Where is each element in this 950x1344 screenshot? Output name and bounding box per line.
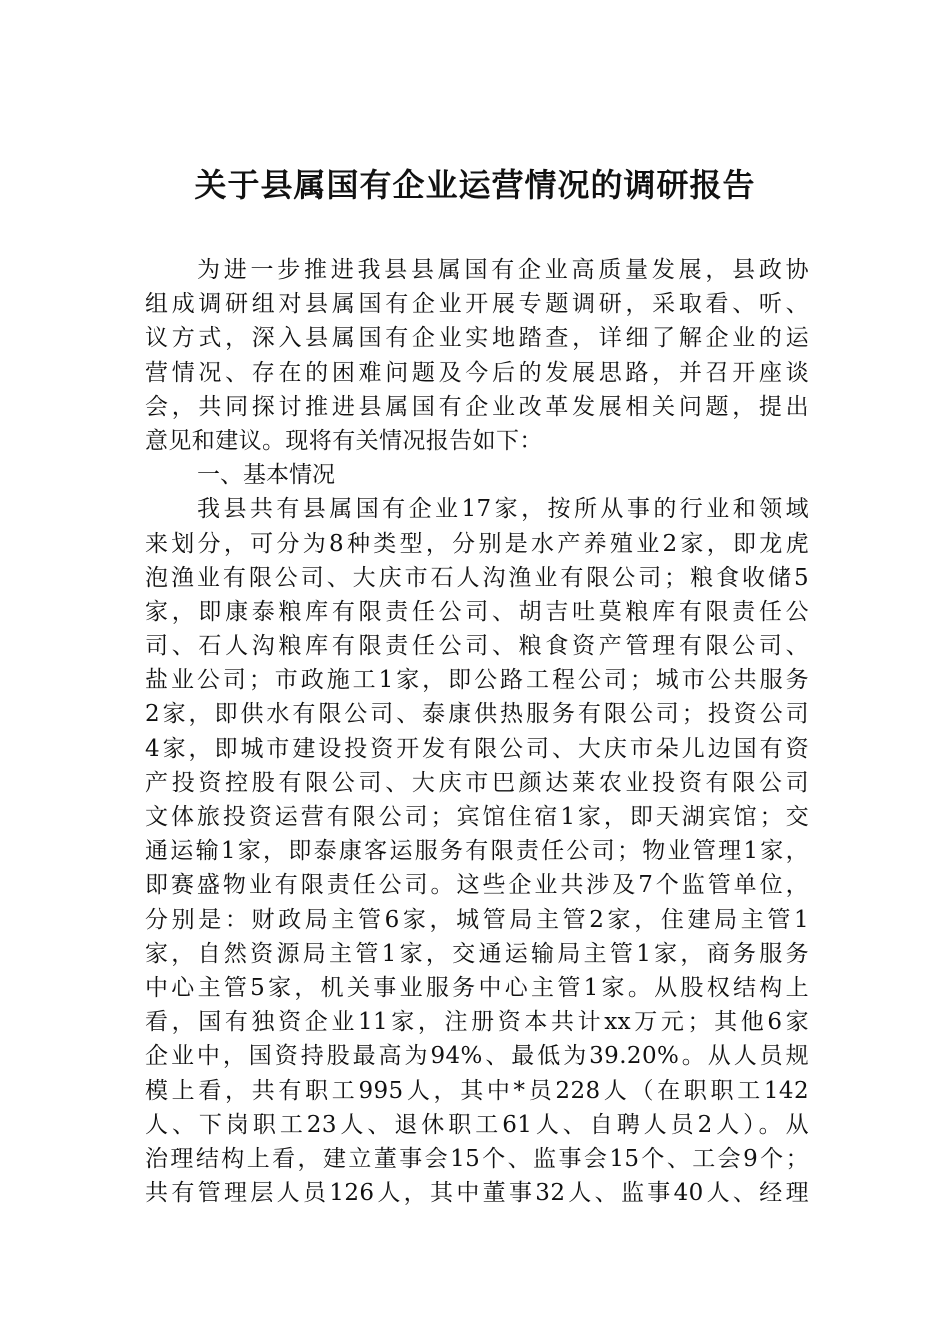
section-line: 家，自然资源局主管1家，交通运输局主管1家，商务服务 — [145, 940, 809, 967]
intro-line: 为进一步推进我县县属国有企业高质量发展，县政协 — [197, 257, 809, 283]
section-line: 共有管理层人员126人，其中董事32人、监事40人、经理 — [145, 1180, 809, 1207]
intro-line: 会，共同探讨推进县属国有企业改革发展相关问题，提出 — [145, 393, 809, 420]
section-line: 来划分，可分为8种类型，分别是水产养殖业2家，即龙虎 — [145, 530, 809, 557]
section-line: 产投资控股有限公司、大庆市巴颜达莱农业投资有限公司 — [145, 769, 809, 796]
section-line: 通运输1家，即泰康客运服务有限责任公司；物业管理1家， — [145, 838, 809, 865]
section-line: 模上看，共有职工995人，其中*员228人（在职职工142 — [145, 1077, 809, 1104]
section-line: 看，国有独资企业11家，注册资本共计xx万元；其他6家 — [145, 1009, 809, 1036]
document-title: 关于县属国有企业运营情况的调研报告 — [194, 166, 756, 204]
section-heading: 一、基本情况 — [197, 462, 335, 489]
section-line: 治理结构上看，建立董事会15个、监事会15个、工会9个； — [145, 1145, 809, 1172]
section-line: 人、下岗职工23人、退休职工61人、自聘人员2人）。从 — [145, 1111, 809, 1138]
intro-line: 意见和建议。现将有关情况报告如下： — [145, 427, 543, 454]
intro-line: 议方式，深入县属国有企业实地踏查，详细了解企业的运 — [145, 325, 809, 352]
section-line: 家，即康泰粮库有限责任公司、胡吉吐莫粮库有限责任公 — [145, 598, 809, 625]
section-line: 文体旅投资运营有限公司；宾馆住宿1家，即天湖宾馆；交 — [145, 804, 809, 830]
intro-line: 组成调研组对县属国有企业开展专题调研，采取看、听、 — [145, 291, 809, 318]
section-line: 4家，即城市建设投资开发有限公司、大庆市朵儿边国有资 — [145, 735, 809, 762]
section-line: 即赛盛物业有限责任公司。这些企业共涉及7个监管单位， — [145, 872, 809, 899]
intro-line: 营情况、存在的困难问题及今后的发展思路，并召开座谈 — [145, 359, 809, 386]
section-line: 泡渔业有限公司、大庆市石人沟渔业有限公司；粮食收储5 — [145, 564, 809, 591]
section-line: 我县共有县属国有企业17家，按所从事的行业和领域 — [197, 496, 809, 523]
section-line: 企业中，国资持股最高为94%、最低为39.20%。从人员规 — [145, 1043, 809, 1070]
section-line: 中心主管5家，机关事业服务中心主管1家。从股权结构上 — [145, 974, 809, 1001]
section-line: 司、石人沟粮库有限责任公司、粮食资产管理有限公司、 — [145, 633, 809, 660]
section-line: 盐业公司；市政施工1家，即公路工程公司；城市公共服务 — [145, 667, 809, 694]
document-body — [145, 253, 809, 1210]
section-line: 分别是：财政局主管6家，城管局主管2家，住建局主管1 — [145, 906, 809, 933]
section-line: 2家，即供水有限公司、泰康供热服务有限公司；投资公司 — [145, 701, 809, 728]
